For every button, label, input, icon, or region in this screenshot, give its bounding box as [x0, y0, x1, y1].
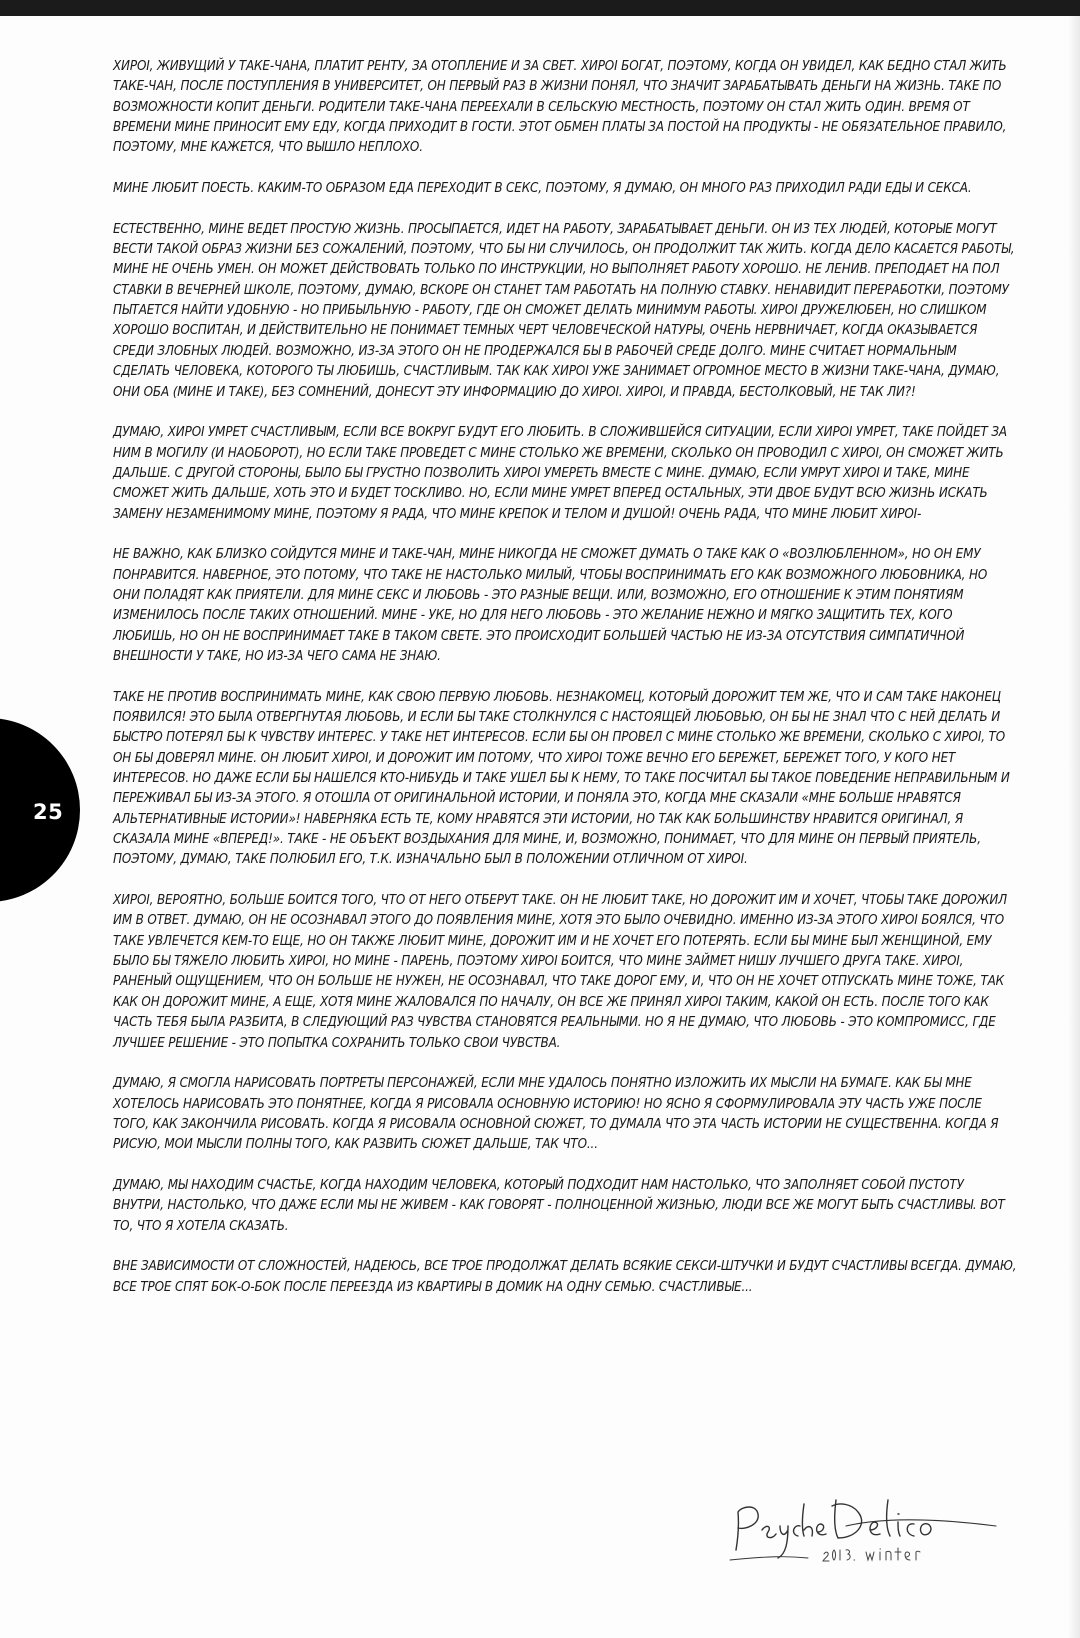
handwritten-signature-image [728, 1486, 1008, 1568]
paragraph: ВНЕ ЗАВИСИМОСТИ ОТ СЛОЖНОСТЕЙ, НАДЕЮСЬ, ВСЕ ТРОЕ ПРОДОЛЖАТ ДЕЛАТЬ ВСЯКИЕ СЕКСИ-ШТУЧКИ И БУДУТ СЧАСТЛИВЫ ВСЕГДА. ДУМАЮ, ВСЕ ТРОЕ СПЯТ БОК-О-БОК ПОСЛЕ ПЕРЕЕЗДА ИЗ КВАРТИРЫ В ДОМИК НА ОДНУ СЕМЬЮ. СЧАСТЛИВЫЕ... [113, 1258, 1017, 1295]
paragraph: ЕСТЕСТВЕННО, МИНЕ ВЕДЕТ ПРОСТУЮ ЖИЗНЬ. ПРОСЫПАЕТСЯ, ИДЕТ НА РАБОТУ, ЗАРАБАТЫВАЕТ ДЕНЬГИ. ОН ИЗ ТЕХ ЛЮДЕЙ, КОТОРЫЕ МОГУТ ВЕСТИ ТАКОЙ ОБРАЗ ЖИЗНИ БЕЗ СОЖАЛЕНИЙ, ПОЭТОМУ, ЧТО БЫ НИ СЛУЧИЛОСЬ, ОН ПРОДОЛЖИТ ТАК ЖИТЬ. КОГДА ДЕЛО КАСАЕТСЯ РАБОТЫ, МИНЕ НЕ ОЧЕНЬ УМЕН. ОН МОЖЕТ ДЕЙСТВОВАТЬ ТОЛЬКО ПО ИНСТРУКЦИИ, НО ВЫПОЛНЯЕТ РАБОТУ ХОРОШО. НЕ ЛЕНИВ. ПРЕПОДАЕТ НА ПОЛ СТАВКИ В ВЕЧЕРНЕЙ ШКОЛЕ, ПОЭТОМУ, ДУМАЮ, ВСКОРЕ ОН СТАНЕТ ТАМ РАБОТАТЬ НА ПОЛНУЮ СТАВКУ. НЕНАВИДИТ ПЕРЕРАБОТКИ, ПОЭТОМУ ПЫТАЕТСЯ НАЙТИ УДОБНУЮ - НО ПРИБЫЛЬНУЮ - РАБОТУ, ГДЕ ОН СМОЖЕТ ДЕЛАТЬ МИНИМУМ РАБОТЫ. ХИРОІ ДРУЖЕЛЮБЕН, НО СЛИШКОМ ХОРОШО ВОСПИТАН, И ДЕЙСТВИТЕЛЬНО НЕ ПОНИМАЕТ ТЕМНЫХ ЧЕРТ ЧЕЛОВЕЧЕСКОЙ НАТУРЫ, ОЧЕНЬ НЕРВНИЧАЕТ, КОГДА ОКАЗЫВАЕТСЯ СРЕДИ ЗЛОБНЫХ ЛЮДЕЙ. ВОЗМОЖНО, ИЗ-ЗА ЭТОГО ОН НЕ ПРОДЕРЖАЛСЯ БЫ В РАБОЧЕЙ СРЕДЕ ДОЛГО. МИНЕ СЧИТАЕТ НОРМАЛЬНЫМ СДЕЛАТЬ ЧЕЛОВЕКА, КОТОРОГО ТЫ ЛЮБИШЬ, СЧАСТЛИВЫМ. ТАК КАК ХИРОІ УЖЕ ЗАНИМАЕТ ОГРОМНОЕ МЕСТО В ЖИЗНИ ТАКЕ-ЧАНА, ДУМАЮ, ОНИ ОБА (МИНЕ И ТАКЕ), БЕЗ СОМНЕНИЙ, ДОНЕСУТ ЭТУ ИНФОРМАЦИЮ ДО ХИРОІ. ХИРОІ, И ПРАВДА, БЕСТОЛКОВЫЙ, НЕ ТАК ЛИ?! [113, 220, 1015, 400]
viewer-top-bar [0, 0, 1080, 16]
paragraph: ДУМАЮ, ХИРОІ УМРЕТ СЧАСТЛИВЫМ, ЕСЛИ ВСЕ ВОКРУГ БУДУТ ЕГО ЛЮБИТЬ. В СЛОЖИВШЕЙСЯ СИТУАЦИИ, ЕСЛИ ХИРОІ УМРЕТ, ТАКЕ ПОЙДЕТ ЗА НИМ В МОГИЛУ (И НАОБОРОТ), НО ЕСЛИ ТАКЕ ПРОВЕДЕТ С МИНЕ СТОЛЬКО ЖЕ ВРЕМЕНИ, СКОЛЬКО ОН ПРОВОДИЛ С ХИРОІ, ОН СМОЖЕТ ЖИТЬ ДАЛЬШЕ. С ДРУГОЙ СТОРОНЫ, БЫЛО БЫ ГРУСТНО ПОЗВОЛИТЬ ХИРОІ УМЕРЕТЬ ВМЕСТЕ С МИНЕ. ДУМАЮ, ЕСЛИ УМРУТ ХИРОІ И ТАКЕ, МИНЕ СМОЖЕТ ЖИТЬ ДАЛЬШЕ, ХОТЬ ЭТО И БУДЕТ ТОСКЛИВО. НО, ЕСЛИ МИНЕ УМРЕТ ВПЕРЕД ОСТАЛЬНЫХ, ЭТИ ДВОЕ БУДУТ ВСЮ ЖИЗНЬ ИСКАТЬ ЗАМЕНУ НЕЗАМЕНИМОМУ МИНЕ, ПОЭТОМУ Я РАДА, ЧТО МИНЕ КРЕПОК И ТЕЛОМ И ДУШОЙ! ОЧЕНЬ РАДА, ЧТО МИНЕ ЛЮБИТ ХИРОІ- [113, 424, 1007, 522]
paragraph: ТАКЕ НЕ ПРОТИВ ВОСПРИНИМАТЬ МИНЕ, КАК СВОЮ ПЕРВУЮ ЛЮБОВЬ. НЕЗНАКОМЕЦ, КОТОРЫЙ ДОРОЖИТ ТЕМ ЖЕ, ЧТО И САМ ТАКЕ НАКОНЕЦ ПОЯВИЛСЯ! ЭТО БЫЛА ОТВЕРГНУТАЯ ЛЮБОВЬ, И ЕСЛИ БЫ ТАКЕ СТОЛКНУЛСЯ С НАСТОЯЩЕЙ ЛЮБОВЬЮ, ОН БЫ НЕ ЗНАЛ ЧТО С НЕЙ ДЕЛАТЬ И БЫСТРО ПОТЕРЯЛ БЫ К ЧУВСТВУ ИНТЕРЕС. У ТАКЕ НЕТ ИНТЕРЕСОВ. ЕСЛИ БЫ ОН ПРОВЕЛ С МИНЕ СТОЛЬКО ЖЕ ВРЕМЕНИ, СКОЛЬКО С ХИРОІ, ТО ОН БЫ ДОВЕРЯЛ МИНЕ. ОН ЛЮБИТ ХИРОІ, И ДОРОЖИТ ИМ ПОТОМУ, ЧТО ХИРОІ ТОЖЕ ВЕЧНО ЕГО БЕРЕЖЕТ, БЕРЕЖЕТ ТОГО, У КОГО НЕТ ИНТЕРЕСОВ. НО ДАЖЕ ЕСЛИ БЫ НАШЕЛСЯ КТО-НИБУДЬ И ТАКЕ УШЕЛ БЫ К НЕМУ, ТО ТАКЕ ПОСЧИТАЛ БЫ ТАКОЕ ПОВЕДЕНИЕ НЕПРАВИЛЬНЫМ И ПЕРЕЖИВАЛ БЫ ИЗ-ЗА ЭТОГО. Я ОТОШЛА ОТ ОРИГИНАЛЬНОЙ ИСТОРИИ, И ПОНЯЛА ЭТО, КОГДА МНЕ СКАЗАЛИ «МНЕ БОЛЬШЕ НРАВЯТСЯ АЛЬТЕРНАТИВНЫЕ ИСТОРИИ»! НАВЕРНЯКА ЕСТЬ ТЕ, КОМУ НРАВЯТСЯ ЭТИ ИСТОРИИ, НО ТАК КАК БОЛЬШИНСТВУ НРАВИТСЯ ОРИГИНАЛ, Я СКАЗАЛА МИНЕ «ВПЕРЕД!». ТАКЕ - НЕ ОБЪЕКТ ВОЗДЫХАНИЯ ДЛЯ МИНЕ, И, ВОЗМОЖНО, ПОНИМАЕТ, ЧТО ДЛЯ МИНЕ ОН ПЕРВЫЙ ПРИЯТЕЛЬ, ПОЭТОМУ, ДУМАЮ, ТАКЕ ПОЛЮБИЛ ЕГО, Т.К. ИЗНАЧАЛЬНО БЫЛ В ПОЛОЖЕНИИ ОТЛИЧНОМ ОТ ХИРОІ. [113, 688, 1010, 868]
author-signature [728, 1486, 1008, 1568]
paragraph: ХИРОІ, ВЕРОЯТНО, БОЛЬШЕ БОИТСЯ ТОГО, ЧТО ОТ НЕГО ОТБЕРУТ ТАКЕ. ОН НЕ ЛЮБИТ ТАКЕ, НО ДОРОЖИТ ИМ И ХОЧЕТ, ЧТОБЫ ТАКЕ ДОРОЖИЛ ИМ В ОТВЕТ. ДУМАЮ, ОН НЕ ОСОЗНАВАЛ ЭТОГО ДО ПОЯВЛЕНИЯ МИНЕ, ХОТЯ ЭТО БЫЛО ОЧЕВИДНО. ИМЕННО ИЗ-ЗА ЭТОГО ХИРОІ БОЯЛСЯ, ЧТО ТАКЕ УВЛЕЧЕТСЯ КЕМ-ТО ЕЩЕ, НО ОН ТАКЖЕ ЛЮБИТ МИНЕ, ДОРОЖИТ ИМ И НЕ ХОЧЕТ ЕГО ПОТЕРЯТЬ. ЕСЛИ БЫ МИНЕ БЫЛ ЖЕНЩИНОЙ, ЕМУ БЫЛО БЫ ТЯЖЕЛО ЛЮБИТЬ ХИРОІ, НО МИНЕ - ПАРЕНЬ, ПОЭТОМУ ХИРОІ БОИТСЯ, ЧТО МИНЕ ЗАЙМЕТ НИШУ ЛУЧШЕГО ДРУГА ТАКЕ. ХИРОІ, РАНЕНЫЙ ОЩУЩЕНИЕМ, ЧТО ОН БОЛЬШЕ НЕ НУЖЕН, НЕ ОСОЗНАВАЛ, ЧТО ТАКЕ ДОРОГ ЕМУ, И, ЧТО ОН НЕ ХОЧЕТ ОТПУСКАТЬ МИНЕ ТОЖЕ, ТАК КАК ОН ДОРОЖИТ МИНЕ, А ЕЩЕ, ХОТЯ МИНЕ ЖАЛОВАЛСЯ ПО НАЧАЛУ, ОН ВСЕ ЖЕ ПРИНЯЛ ХИРОІ ТАКИМ, КАКОЙ ОН ЕСТЬ. ПОСЛЕ ТОГО КАК ЧАСТЬ ТЕБЯ БЫЛА РАЗБИТА, В СЛЕДУЮЩИЙ РАЗ ЧУВСТВА СТАНОВЯТСЯ РЕАЛЬНЫМИ. НО Я НЕ ДУМАЮ, ЧТО ЛЮБОВЬ - ЭТО КОМПРОМИСС, ГДЕ ЛУЧШЕЕ РЕШЕНИЕ - ЭТО ПОПЫТКА СОХРАНИТЬ ТОЛЬКО СВОИ ЧУВСТВА. [113, 892, 1008, 1051]
paragraph: НЕ ВАЖНО, КАК БЛИЗКО СОЙДУТСЯ МИНЕ И ТАКЕ-ЧАН, МИНЕ НИКОГДА НЕ СМОЖЕТ ДУМАТЬ О ТАКЕ КАК О «ВОЗЛЮБЛЕННОМ», НО ОН ЕМУ ПОНРАВИТСЯ. НАВЕРНОЕ, ЭТО ПОТОМУ, ЧТО ТАКЕ НЕ НАСТОЛЬКО МИЛЫЙ, ЧТОБЫ ВОСПРИНИМАТЬ ЕГО КАК ВОЗМОЖНОГО ЛЮБОВНИКА, НО ОНИ ПОЛАДЯТ КАК ПРИЯТЕЛИ. ДЛЯ МИНЕ СЕКС И ЛЮБОВЬ - ЭТО РАЗНЫЕ ВЕЩИ. ИЛИ, ВОЗМОЖНО, ЕГО ОТНОШЕНИЕ К ЭТИМ ПОНЯТИЯМ ИЗМЕНИЛОСЬ ПОСЛЕ ТАКИХ ОТНОШЕНИЙ. МИНЕ - УКЕ, НО ДЛЯ НЕГО ЛЮБОВЬ - ЭТО ЖЕЛАНИЕ НЕЖНО И МЯГКО ЗАЩИТИТЬ ТЕХ, КОГО ЛЮБИШЬ, НО ОН НЕ ВОСПРИНИМАЕТ ТАКЕ В ТАКОМ СВЕТЕ. ЭТО ПРОИСХОДИТ БОЛЬШЕЙ ЧАСТЬЮ НЕ ИЗ-ЗА ОТСУТСТВИЯ СИМПАТИЧНОЙ ВНЕШНОСТИ У ТАКЕ, НО ИЗ-ЗА ЧЕГО САМА НЕ ЗНАЮ. [113, 546, 988, 664]
paragraph: ХИРОІ, ЖИВУЩИЙ У ТАКЕ-ЧАНА, ПЛАТИТ РЕНТУ, ЗА ОТОПЛЕНИЕ И ЗА СВЕТ. ХИРОІ БОГАТ, ПОЭТОМУ, КОГДА ОН УВИДЕЛ, КАК БЕДНО СТАЛ ЖИТЬ ТАКЕ-ЧАН, ПОСЛЕ ПОСТУПЛЕНИЯ В УНИВЕРСИТЕТ, ОН ПЕРВЫЙ РАЗ В ЖИЗНИ ПОНЯЛ, ЧТО ЗНАЧИТ ЗАРАБАТЫВАТЬ ДЕНЬГИ НА ЖИЗНЬ. ТАКЕ ПО ВОЗМОЖНОСТИ КОПИТ ДЕНЬГИ. РОДИТЕЛИ ТАКЕ-ЧАНА ПЕРЕЕХАЛИ В СЕЛЬСКУЮ МЕСТНОСТЬ, ПОЭТОМУ ОН СТАЛ ЖИТЬ ОДИН. ВРЕМЯ ОТ ВРЕМЕНИ МИНЕ ПРИНОСИТ ЕМУ ЕДУ, КОГДА ПРИХОДИТ В ГОСТИ. ЭТОТ ОБМЕН ПЛАТЫ ЗА ПОСТОЙ НА ПРОДУКТЫ - НЕ ОБЯЗАТЕЛЬНОЕ ПРАВИЛО, ПОЭТОМУ, МНЕ КАЖЕТСЯ, ЧТО ВЫШЛО НЕПЛОХО. [113, 58, 1007, 156]
paragraph: ДУМАЮ, МЫ НАХОДИМ СЧАСТЬЕ, КОГДА НАХОДИМ ЧЕЛОВЕКА, КОТОРЫЙ ПОДХОДИТ НАМ НАСТОЛЬКО, ЧТО ЗАПОЛНЯЕТ СОБОЙ ПУСТОТУ ВНУТРИ, НАСТОЛЬКО, ЧТО ДАЖЕ ЕСЛИ МЫ НЕ ЖИВЕМ - КАК ГОВОРЯТ - ПОЛНОЦЕННОЙ ЖИЗНЬЮ, ЛЮДИ ВСЕ ЖЕ МОГУТ БЫТЬ СЧАСТЛИВЫ. ВОТ ТО, ЧТО Я ХОТЕЛА СКАЗАТЬ. [113, 1176, 1005, 1234]
paragraph: ДУМАЮ, Я СМОГЛА НАРИСОВАТЬ ПОРТРЕТЫ ПЕРСОНАЖЕЙ, ЕСЛИ МНЕ УДАЛОСЬ ПОНЯТНО ИЗЛОЖИТЬ ИХ МЫСЛИ НА БУМАГЕ. КАК БЫ МНЕ ХОТЕЛОСЬ НАРИСОВАТЬ ЭТО ПОНЯТНЕЕ, КОГДА Я РИСОВАЛА ОСНОВНУЮ ИСТОРИЮ! НО ЯСНО Я СФОРМУЛИРОВАЛА ЭТУ ЧАСТЬ УЖЕ ПОСЛЕ ТОГО, КАК ЗАКОНЧИЛА РИСОВАТЬ. КОГДА Я РИСОВАЛА ОСНОВНОЙ СЮЖЕТ, ТО ДУМАЛА ЧТО ЭТА ЧАСТЬ ИСТОРИИ НЕ СУЩЕСТВЕННА. КОГДА Я РИСУЮ, МОИ МЫСЛИ ПОЛНЫ ТОГО, КАК РАЗВИТЬ СЮЖЕТ ДАЛЬШЕ, ТАК ЧТО... [113, 1075, 999, 1153]
page-number: 25 [33, 800, 64, 824]
page-edge-shadow [1068, 16, 1080, 1638]
afterword-text [113, 56, 1035, 1317]
paragraph: МИНЕ ЛЮБИТ ПОЕСТЬ. КАКИМ-ТО ОБРАЗОМ ЕДА ПЕРЕХОДИТ В СЕКС, ПОЭТОМУ, Я ДУМАЮ, ОН МНОГО РАЗ ПРИХОДИЛ РАДИ ЕДЫ И СЕКСА. [113, 180, 972, 197]
